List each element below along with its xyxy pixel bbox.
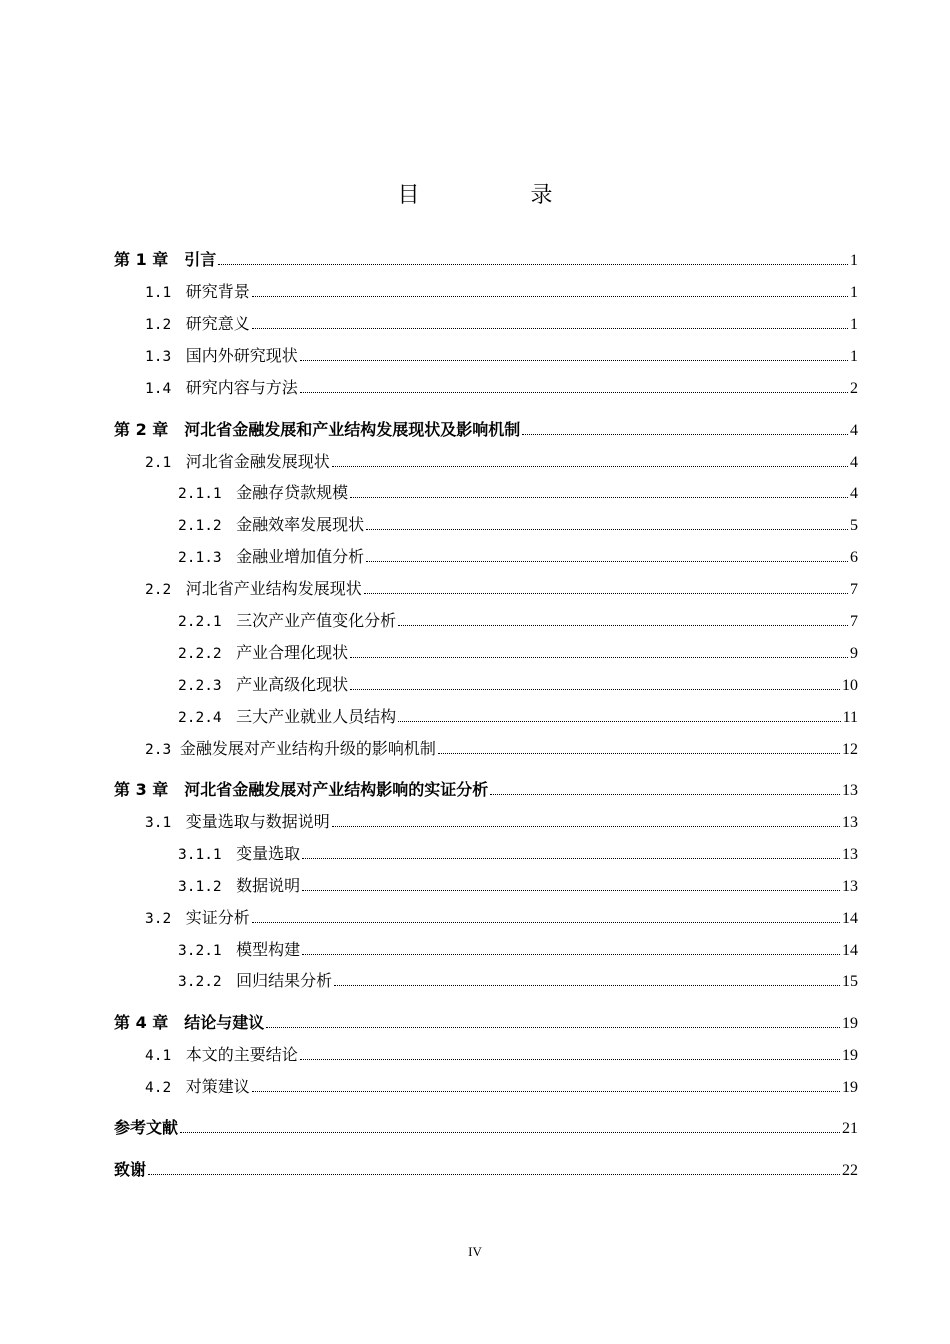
- toc-dot-leader: [302, 953, 840, 955]
- toc-dot-leader: [148, 1173, 840, 1175]
- toc-entry[interactable]: [145, 737, 858, 761]
- toc-dot-leader: [332, 465, 848, 467]
- toc-dot-leader: [180, 1131, 840, 1133]
- toc-entry-page: 6: [850, 549, 858, 566]
- toc-entry-label: 金融效率发展现状: [236, 515, 365, 534]
- toc-entry-number: 3.1.1: [178, 847, 237, 863]
- toc-entry-page: 19: [842, 1015, 858, 1032]
- toc-entry[interactable]: [114, 248, 858, 272]
- toc-entry-number: 1.1: [145, 285, 186, 301]
- toc-entry-number: 3.2: [145, 911, 186, 927]
- toc-entry-number: 第 2 章: [114, 420, 185, 439]
- toc-entry-label: 产业合理化现状: [236, 643, 349, 662]
- toc-entry[interactable]: [178, 513, 858, 537]
- toc-dot-leader: [300, 359, 848, 361]
- toc-entry[interactable]: [114, 778, 858, 802]
- toc-entry-number: 4.2: [145, 1080, 186, 1096]
- toc-entry-page: 13: [842, 814, 858, 831]
- toc-entry-page: 1: [850, 252, 858, 269]
- toc-dot-leader: [300, 391, 848, 393]
- toc-entry-number: 4.1: [145, 1048, 186, 1064]
- toc-entry-label: 回归结果分析: [236, 971, 333, 990]
- toc-entry-number: 2.3: [145, 742, 180, 758]
- toc-entry-number: 3.1.2: [178, 879, 237, 895]
- toc-entry[interactable]: [145, 344, 858, 368]
- toc-entry[interactable]: [114, 1158, 858, 1182]
- toc-dot-leader: [350, 496, 848, 498]
- toc-dot-leader: [350, 688, 840, 690]
- toc-entry-label: 研究意义: [185, 314, 250, 333]
- toc-entry[interactable]: [178, 609, 858, 633]
- toc-entry-number: 2.1: [145, 455, 186, 471]
- toc-entry-page: 13: [842, 782, 858, 799]
- toc-entry-label: 研究内容与方法: [185, 378, 298, 397]
- toc-dot-leader: [266, 1026, 840, 1028]
- toc-entry-label: 变量选取: [236, 844, 301, 863]
- toc-entry[interactable]: [145, 1075, 858, 1099]
- toc-entry-number: 3.1: [145, 815, 186, 831]
- toc-dot-leader: [334, 984, 840, 986]
- toc-entry-page: 21: [842, 1120, 858, 1137]
- toc-entry[interactable]: [178, 641, 858, 665]
- toc-entry-page: 12: [842, 741, 858, 758]
- toc-dot-leader: [438, 752, 840, 754]
- toc-entry-label: 河北省金融发展和产业结构发展现状及影响机制: [184, 420, 521, 439]
- toc-entry-label: 结论与建议: [184, 1013, 265, 1032]
- toc-entry-page: 4: [850, 485, 858, 502]
- toc-entry[interactable]: [145, 906, 858, 930]
- page-title: 目 录: [397, 183, 605, 208]
- toc-entry[interactable]: [145, 312, 858, 336]
- toc-entry[interactable]: [114, 418, 858, 442]
- toc-entry-number: 2.2.4: [178, 710, 237, 726]
- toc-dot-leader: [252, 921, 840, 923]
- toc-entry-page: 22: [842, 1162, 858, 1179]
- toc-entry[interactable]: [178, 545, 858, 569]
- toc-entry-label: 致谢: [114, 1160, 147, 1179]
- toc-entry[interactable]: [178, 481, 858, 505]
- toc-entry-label: 对策建议: [185, 1077, 250, 1096]
- toc-entry-page: 11: [842, 709, 858, 726]
- toc-entry-number: 1.3: [145, 349, 186, 365]
- toc-entry-page: 1: [850, 348, 858, 365]
- toc-entry-page: 14: [842, 942, 858, 959]
- toc-entry[interactable]: [178, 969, 858, 993]
- toc-entry-number: 2.1.3: [178, 550, 237, 566]
- toc-entry-label: 研究背景: [185, 282, 250, 301]
- toc-entry[interactable]: [178, 874, 858, 898]
- toc-dot-leader: [252, 295, 848, 297]
- toc-entry-number: 2.2.2: [178, 646, 237, 662]
- toc-entry-label: 金融发展对产业结构升级的影响机制: [179, 739, 436, 758]
- toc-dot-leader: [302, 889, 840, 891]
- toc-entry-number: 1.2: [145, 317, 186, 333]
- toc-dot-leader: [366, 528, 848, 530]
- toc-entry-page: 19: [842, 1079, 858, 1096]
- toc-entry-label: 国内外研究现状: [185, 346, 298, 365]
- toc-entry-label: 河北省金融发展对产业结构影响的实证分析: [184, 780, 489, 799]
- toc-entry-page: 5: [850, 517, 858, 534]
- toc-entry[interactable]: [145, 280, 858, 304]
- toc-entry-label: 数据说明: [236, 876, 301, 895]
- toc-dot-leader: [252, 1090, 840, 1092]
- toc-entry-page: 4: [850, 454, 858, 471]
- toc-entry-label: 参考文献: [114, 1118, 179, 1137]
- toc-entry-page: 13: [842, 846, 858, 863]
- toc-entry[interactable]: [145, 1043, 858, 1067]
- toc-entry[interactable]: [145, 577, 858, 601]
- toc-entry-number: 第 3 章: [114, 780, 185, 799]
- toc-dot-leader: [398, 720, 840, 722]
- toc-entry-page: 15: [842, 973, 858, 990]
- toc-entry-number: 3.2.2: [178, 974, 237, 990]
- toc-dot-leader: [332, 825, 840, 827]
- toc-dot-leader: [350, 656, 848, 658]
- toc-dot-leader: [522, 433, 848, 435]
- toc-entry-page: 2: [850, 380, 858, 397]
- toc-dot-leader: [398, 624, 848, 626]
- toc-entry-label: 引言: [184, 250, 217, 269]
- toc-entry-number: 2.2.3: [178, 678, 237, 694]
- toc-entry-number: 2.1.2: [178, 518, 237, 534]
- toc-entry-page: 7: [850, 581, 858, 598]
- toc-entry-label: 实证分析: [185, 908, 250, 927]
- toc-entry-label: 金融存贷款规模: [236, 483, 349, 502]
- toc-entry-number: 2.2.1: [178, 614, 237, 630]
- toc-entry[interactable]: [145, 376, 858, 400]
- toc-entry[interactable]: [114, 1116, 858, 1140]
- toc-entry-page: 14: [842, 910, 858, 927]
- toc-dot-leader: [302, 857, 840, 859]
- toc-entry-number: 第 1 章: [114, 250, 185, 269]
- toc-entry-number: 1.4: [145, 381, 186, 397]
- toc-entry[interactable]: [178, 938, 858, 962]
- toc-dot-leader: [300, 1058, 840, 1060]
- toc-entry-page: 9: [850, 645, 858, 662]
- toc-entry[interactable]: [145, 810, 858, 834]
- toc-entry-label: 三次产业产值变化分析: [236, 611, 397, 630]
- toc-entry-label: 产业高级化现状: [236, 675, 349, 694]
- toc-entry[interactable]: [178, 705, 858, 729]
- toc-entry-label: 本文的主要结论: [185, 1045, 298, 1064]
- toc-dot-leader: [218, 263, 848, 265]
- toc-entry[interactable]: [178, 842, 858, 866]
- toc-entry-page: 10: [842, 677, 858, 694]
- toc-entry-page: 1: [850, 284, 858, 301]
- toc-dot-leader: [490, 793, 840, 795]
- toc-entry-number: 2.2: [145, 582, 186, 598]
- toc-entry[interactable]: [114, 1011, 858, 1035]
- toc-entry-page: 19: [842, 1047, 858, 1064]
- toc-entry-page: 4: [850, 422, 858, 439]
- toc-dot-leader: [252, 327, 848, 329]
- toc-entry-label: 金融业增加值分析: [236, 547, 365, 566]
- toc-entry-label: 河北省产业结构发展现状: [185, 579, 362, 598]
- toc-entry-number: 第 4 章: [114, 1013, 185, 1032]
- toc-entry-page: 7: [850, 613, 858, 630]
- page-number-footer: IV: [468, 1244, 482, 1259]
- toc-entry-label: 河北省金融发展现状: [185, 452, 330, 471]
- toc-entry-label: 模型构建: [236, 940, 301, 959]
- toc-entry-number: 3.2.1: [178, 943, 237, 959]
- toc-entry-page: 13: [842, 878, 858, 895]
- toc-entry-number: 2.1.1: [178, 486, 237, 502]
- toc-entry-label: 变量选取与数据说明: [185, 812, 330, 831]
- toc-entry[interactable]: [145, 450, 858, 474]
- toc-entry-label: 三大产业就业人员结构: [236, 707, 397, 726]
- toc-dot-leader: [364, 592, 848, 594]
- toc-dot-leader: [366, 560, 848, 562]
- toc-entry[interactable]: [178, 673, 858, 697]
- toc-entry-page: 1: [850, 316, 858, 333]
